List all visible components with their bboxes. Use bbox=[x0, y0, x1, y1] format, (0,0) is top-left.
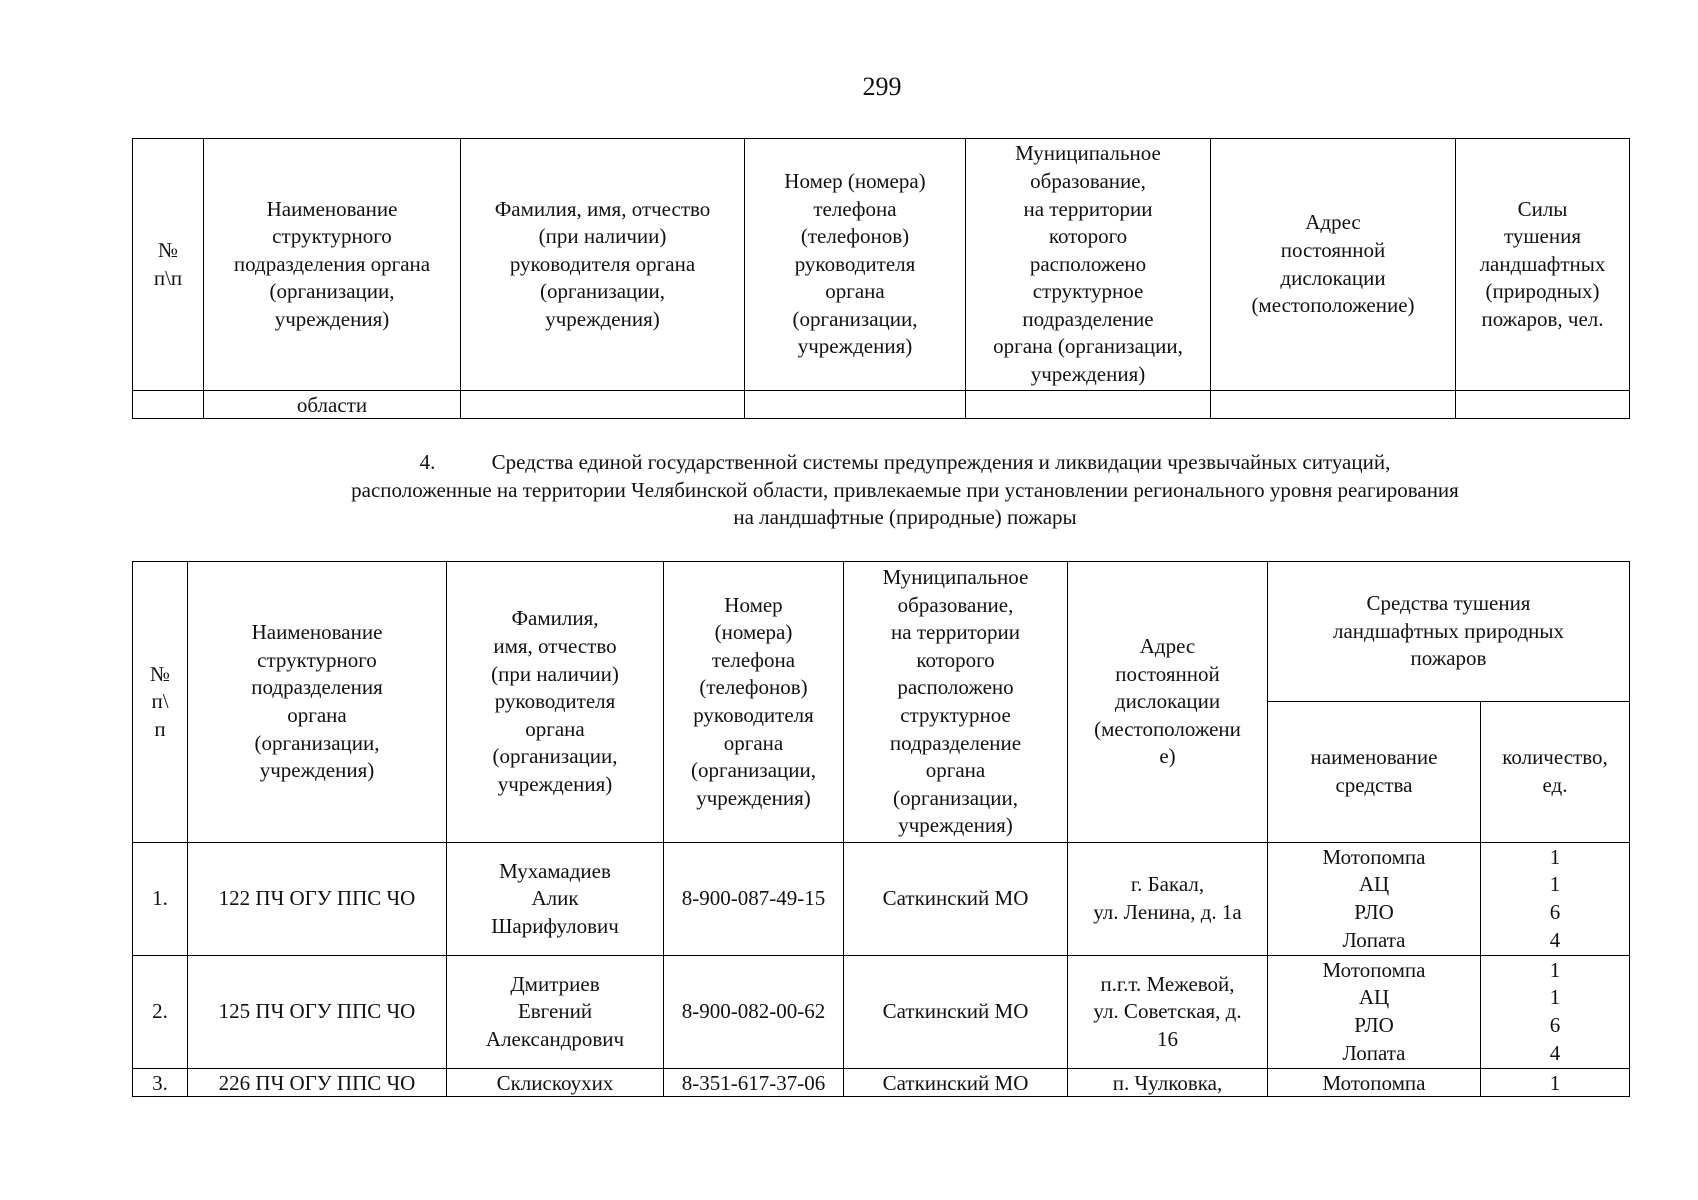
table-cell bbox=[1456, 391, 1630, 419]
address: п.г.т. Межевой, ул. Советская, д. 16 bbox=[1068, 956, 1268, 1069]
address: г. Бакал, ул. Ленина, д. 1а bbox=[1068, 843, 1268, 956]
header-number: № п\ п bbox=[133, 562, 188, 843]
subdivision-name: 125 ПЧ ОГУ ППС ЧО bbox=[188, 956, 447, 1069]
header-subdivision-name: Наименование структурного подразделения органа (организации, учреждения) bbox=[188, 562, 447, 843]
means-quantities: 1 bbox=[1481, 1069, 1630, 1097]
table-cell: области bbox=[204, 391, 461, 419]
head-fio: Мухамадиев Алик Шарифулович bbox=[447, 843, 664, 956]
head-fio: Дмитриев Евгений Александрович bbox=[447, 956, 664, 1069]
municipality: Саткинский МО bbox=[844, 843, 1068, 956]
header-phone: Номер (номера) телефона (телефонов) руководителя органа (организации, учреждения) bbox=[664, 562, 844, 843]
header-forces: Силы тушения ландшафтных (природных) пожаров, чел. bbox=[1456, 139, 1630, 391]
table-row bbox=[133, 1069, 1630, 1097]
municipality: Саткинский МО bbox=[844, 1069, 1068, 1097]
upper-table bbox=[132, 138, 1630, 419]
address: п. Чулковка, bbox=[1068, 1069, 1268, 1097]
phone: 8-351-617-37-06 bbox=[664, 1069, 844, 1097]
table-cell bbox=[966, 391, 1211, 419]
header-phone: Номер (номера) телефона (телефонов) руководителя органа (организации, учреждения) bbox=[745, 139, 966, 391]
table-cell bbox=[461, 391, 745, 419]
header-means-qty: количество, ед. bbox=[1481, 702, 1630, 843]
phone: 8-900-082-00-62 bbox=[664, 956, 844, 1069]
means-table-header-row bbox=[133, 562, 1630, 702]
section-heading-line1: Средства единой государственной системы предупреждения и ликвидации чрезвычайных ситуаций, bbox=[491, 450, 1391, 474]
phone: 8-900-087-49-15 bbox=[664, 843, 844, 956]
means-names: Мотопомпа АЦ РЛО Лопата bbox=[1268, 956, 1481, 1069]
table-cell bbox=[745, 391, 966, 419]
page-number: 299 bbox=[862, 72, 902, 101]
row-number: 3. bbox=[133, 1069, 188, 1097]
header-address: Адрес постоянной дислокации (местоположение) bbox=[1211, 139, 1456, 391]
table-cell bbox=[1211, 391, 1456, 419]
table-cell bbox=[133, 391, 204, 419]
section-number: 4. bbox=[419, 450, 436, 474]
header-municipality: Муниципальное образование, на территории которого расположено структурное подразделение органа (организации, учреждения) bbox=[844, 562, 1068, 843]
means-quantities: 1 1 6 4 bbox=[1481, 956, 1630, 1069]
means-quantities: 1 1 6 4 bbox=[1481, 843, 1630, 956]
header-address: Адрес постоянной дислокации (местоположени е) bbox=[1068, 562, 1268, 843]
section-heading bbox=[250, 449, 1560, 532]
header-head-fio: Фамилия, имя, отчество (при наличии) руководителя органа (организации, учреждения) bbox=[461, 139, 745, 391]
table-row bbox=[133, 956, 1630, 1069]
table-row bbox=[133, 843, 1630, 956]
row-number: 2. bbox=[133, 956, 188, 1069]
section-heading-line2: расположенные на территории Челябинской области, привлекаемые при установлении регионального уровня реагирования bbox=[351, 477, 1459, 502]
means-table bbox=[132, 561, 1630, 1097]
means-names: Мотопомпа bbox=[1268, 1069, 1481, 1097]
header-municipality: Муниципальное образование, на территории которого расположено структурное подразделение органа (организации, учреждения) bbox=[966, 139, 1211, 391]
row-number: 1. bbox=[133, 843, 188, 956]
header-means-group: Средства тушения ландшафтных природных пожаров bbox=[1268, 562, 1630, 702]
upper-table-header-row bbox=[133, 139, 1630, 391]
means-names: Мотопомпа АЦ РЛО Лопата bbox=[1268, 843, 1481, 956]
section-heading-line3: на ландшафтные (природные) пожары bbox=[733, 505, 1077, 530]
table-row bbox=[133, 391, 1630, 419]
head-fio: Склискоухих bbox=[447, 1069, 664, 1097]
header-means-name: наименование средства bbox=[1268, 702, 1481, 843]
municipality: Саткинский МО bbox=[844, 956, 1068, 1069]
subdivision-name: 122 ПЧ ОГУ ППС ЧО bbox=[188, 843, 447, 956]
subdivision-name: 226 ПЧ ОГУ ППС ЧО bbox=[188, 1069, 447, 1097]
header-head-fio: Фамилия, имя, отчество (при наличии) руководителя органа (организации, учреждения) bbox=[447, 562, 664, 843]
header-subdivision-name: Наименование структурного подразделения органа (организации, учреждения) bbox=[204, 139, 461, 391]
header-number: № п\п bbox=[133, 139, 204, 391]
